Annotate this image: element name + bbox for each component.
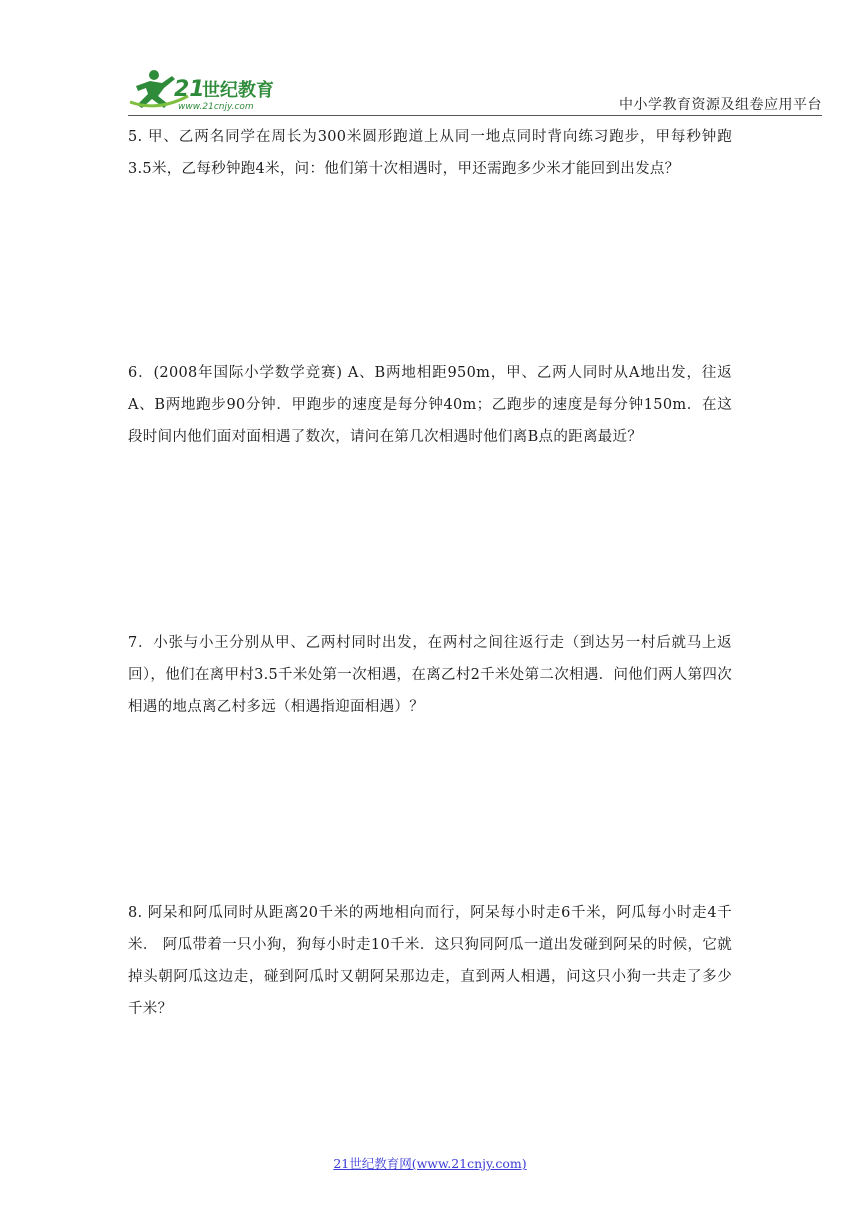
header-divider	[128, 115, 822, 116]
question-8: 8. 阿呆和阿瓜同时从距离20千米的两地相向而行，阿呆每小时走6千米，阿瓜每小时走4千米． 阿瓜带着一只小狗，狗每小时走10千米．这只狗同阿瓜一道出发碰到阿呆的时候，它就掉头朝阿瓜这边走，碰到阿瓜时又朝阿呆那边走，直到两人相遇，问这只小狗一共走了多少千米？	[128, 905, 732, 1017]
footer-link[interactable]: 21世纪教育网(www.21cnjy.com)	[333, 1156, 527, 1171]
svg-text:世纪教育: 世纪教育	[202, 80, 274, 101]
question-5: 5. 甲、乙两名同学在周长为300米圆形跑道上从同一地点同时背向练习跑步，甲每秒钟跑3.5米，乙每秒钟跑4米，问：他们第十次相遇时，甲还需跑多少米才能回到出发点？	[128, 129, 732, 177]
page-footer	[0, 1154, 860, 1172]
question-6: 6．(2008年国际小学数学竞赛) A、B两地相距950m，甲、乙两人同时从A地出发，往返A、B两地跑步90分钟．甲跑步的速度是每分钟40m；乙跑步的速度是每分钟150m．在这段时间内他们面对面相遇了数次，请问在第几次相遇时他们离B点的距离最近？	[128, 365, 732, 445]
logo-runner-icon	[128, 66, 298, 114]
question-7: 7．小张与小王分别从甲、乙两村同时出发，在两村之间往返行走（到达另一村后就马上返回），他们在离甲村3.5千米处第一次相遇，在离乙村2千米处第二次相遇．问他们两人第四次相遇的地点离乙村多远（相遇指迎面相遇）？	[128, 635, 732, 715]
site-logo	[128, 66, 298, 114]
platform-name: 中小学教育资源及组卷应用平台	[619, 97, 822, 113]
svg-text:www.21cnjy.com: www.21cnjy.com	[178, 102, 254, 112]
page-header	[128, 66, 822, 118]
svg-text:21: 21	[174, 77, 205, 102]
